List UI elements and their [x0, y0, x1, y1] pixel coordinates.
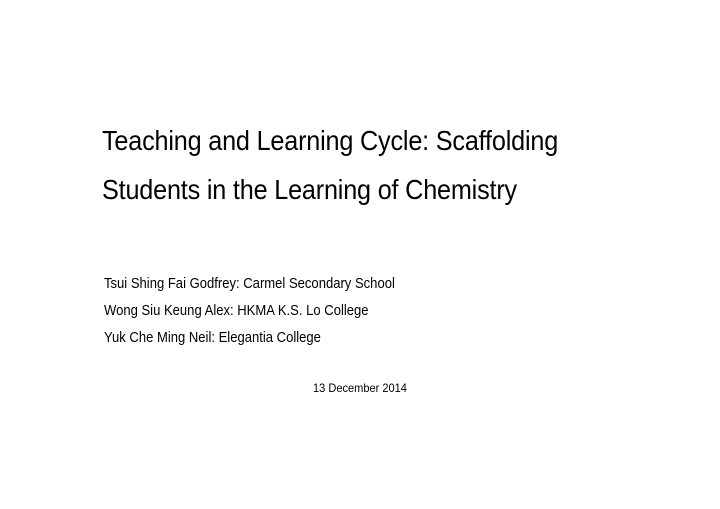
- author-list: [104, 271, 572, 352]
- slide-title: [102, 116, 624, 214]
- author-item: Tsui Shing Fai Godfrey: Carmel Secondary School: [104, 276, 395, 292]
- author-item: Yuk Che Ming Neil: Elegantia College: [104, 330, 321, 346]
- author-item: Wong Siu Keung Alex: HKMA K.S. Lo College: [104, 303, 369, 319]
- slide-title-line: Students in the Learning of Chemistry: [102, 174, 517, 205]
- slide-title-line: Teaching and Learning Cycle: Scaffolding: [102, 125, 559, 156]
- presentation-date: 13 December 2014: [313, 381, 407, 395]
